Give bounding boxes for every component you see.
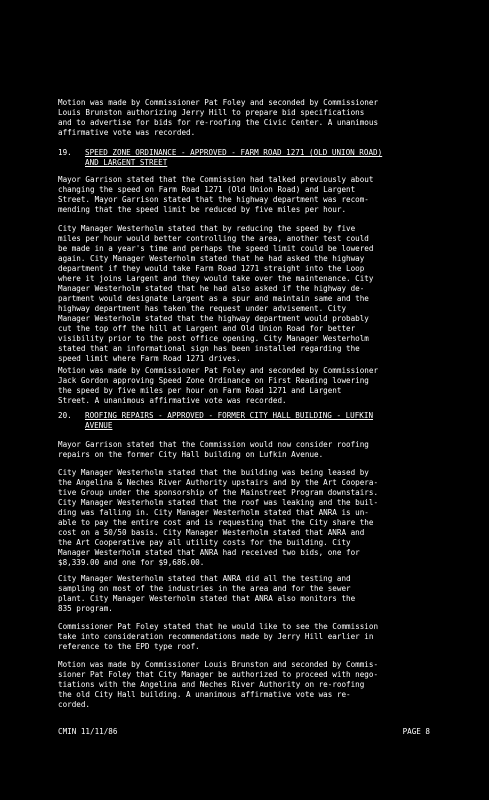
section-title: SPEED ZONE ORDINANCE - APPROVED - FARM ROAD 1271 (OLD UNION ROAD) AND LARGENT STREET bbox=[85, 148, 383, 167]
section-number: 20. bbox=[58, 411, 72, 420]
section-title: ROOFING REPAIRS - APPROVED - FORMER CITY HALL BUILDING - LUFKIN AVENUE bbox=[85, 411, 374, 430]
section-number: 19. bbox=[58, 148, 72, 157]
paragraph-anra-testing: City Manager Westerholm stated that ANRA did all the testing and sampling on most of the industries in the area and for the sewer plant. City Manager Westerholm stated that ANRA also monitors the 835 program. bbox=[58, 574, 356, 613]
paragraph-motion-civic-center: Motion was made by Commissioner Pat Foley and seconded by Commissioner Louis Brunston authorizing Jerry Hill to prepare bid specifications and to advertise for bids for re-roofing the Civic Center. A unanimous affirmative vote was recorded. bbox=[58, 98, 379, 137]
paragraph-foley-roof: Commissioner Pat Foley stated that he would like to see the Commission take into consideration recommendations made by Jerry Hill earlier in reference to the EPD type roof. bbox=[58, 622, 379, 651]
paragraph-westerholm-speed: City Manager Westerholm stated that by reducing the speed by five miles per hour would better controlling the area, another test could be made in a year's time and perhaps the speed limit could be lowered again. City Manager Westerholm stated that he had asked the highway department if they would take Farm Road 1271 straight into the Loop where it joins Largent and they would take over the maintenance. City Manager Westerholm stated that he had also asked if the highway de- partment would designate Largent as a spur and maintain same and the highway department has taken the request under advisement. City Manager Westerholm stated that the highway department would probably cut the top off the hill at Largent and Old Union Road for better visibility prior to the post office opening. City Manager Westerholm stated that an informational sign has been installed regarding the speed limit where Farm Road 1271 drives. bbox=[58, 224, 374, 363]
paragraph-westerholm-building: City Manager Westerholm stated that the building was being leased by the Angelina & Neches River Authority upstairs and by the Art Coopera- tive Group under the sponsorship of the Mainstreet Program downstairs. City Manager Westerholm stated that the roof was leaking and the buil- ding was falling in. City Manager Westerholm stated that ANRA is un- able to pay the entire cost and is requesting that the City share the cost on a 50/50 basis. City Manager Westerholm stated that ANRA and the Art Cooperative pay all utility costs for the building. City Manager Westerholm stated that ANRA had received two bids, one for $8,339.00 and one for $9,686.00. bbox=[58, 468, 379, 567]
paragraph-mayor-roofing: Mayor Garrison stated that the Commission would now consider roofing repairs on the former City Hall building on Lufkin Avenue. bbox=[58, 440, 369, 459]
footer-page-number: PAGE 8 bbox=[402, 727, 430, 736]
paragraph-motion-speed-zone: Motion was made by Commissioner Pat Foley and seconded by Commissioner Jack Gordon approving Speed Zone Ordinance on First Reading lowering the speed by five miles per hour on Farm Road 1271 and Largent Street. A unanimous affirmative vote was recorded. bbox=[58, 366, 379, 405]
paragraph-motion-roofing: Motion was made by Commissioner Louis Brunston and seconded by Commis- sioner Pat Foley that City Manager be authorized to proceed with nego- tiations with the Angelina and Neches River Authority on re-roofing the old City Hall building. A unanimous affirmative vote was re- corded. bbox=[58, 660, 379, 709]
footer-minutes-date: CMIN 11/11/86 bbox=[58, 727, 118, 736]
paragraph-mayor-speed: Mayor Garrison stated that the Commission had talked previously about changing the speed on Farm Road 1271 (Old Union Road) and Largent Street. Mayor Garrison stated that the highway department was recom- mending that the speed limit be reduced by five miles per hour. bbox=[58, 175, 374, 214]
